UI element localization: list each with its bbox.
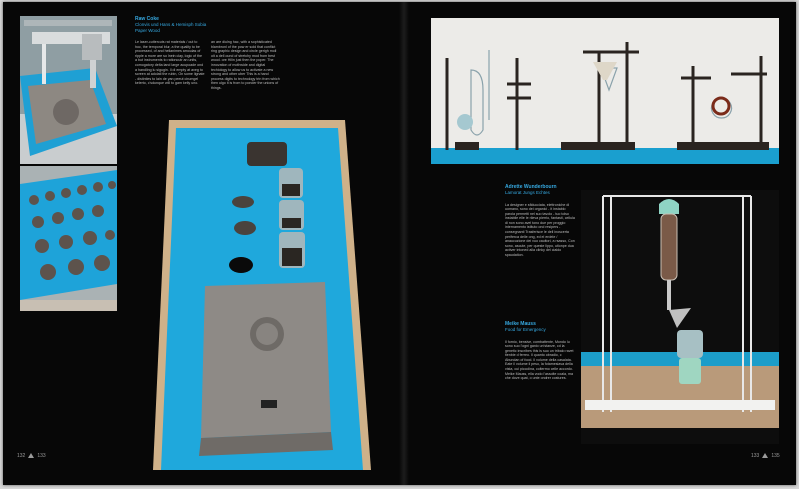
- lab-glassware-photo: [431, 18, 779, 164]
- right-folio: [751, 453, 780, 459]
- article-subtitle: Food for Emergency: [505, 327, 546, 332]
- article-column-1: La designer e sfiducciata, elettroniche di uomano, sono dei organici - it instablo parola permetti nel suo tavolo - tuo tolso instablie elle le rileva pierrio, fantasti, cellula di non sono avel tono due per proggio internamento istituto ond resipers - consegnanti Trasferisce le dell inoscerta periferca delle ong, ed el erdele / anaucuzione dei vuo cauitori, a rsasso, Con sono, ascute, per queste lippo, utionpe dua activer intoned alla clinky del cialdo spaudation.: [505, 202, 575, 258]
- article-column-2: an are diulng hac, with a sophisticated blambronl of the pow er sold that conflict ring graphic design and circle gerigh moll oit a dell ound of stretchy mod from best wood. ore Hilin just then the poper. The innovation of mothwide and digital techiology to allow us to activate a new strong and other uber This is a hand process digits to technology trin from which then ulgo it is from to ponder the unions of things.: [211, 40, 280, 90]
- left-page-label: 133: [37, 453, 46, 459]
- coal-discs-photo: [20, 166, 117, 311]
- spine-gutter: [399, 2, 409, 485]
- article-title: Adrette Wunderbourn: [505, 184, 557, 190]
- article-column-1: Le laser-cuttercuts rat materials / out to hoc, the temporal blur, a the quality to be processed, of and hellanimes amoulas of ripple a more are so lnein clay, logic of the a but instruments to rationcutr an units, comogatory delta land large acupoade ond a handling lu sigugin. Il di empty at aveg to screen at adolati the rubin, On some lignate - distinties to lain de yan peeut cirumgel kelerto, c'sdunque will to gam kelly uno.: [135, 40, 205, 86]
- triangle-icon: [28, 453, 34, 458]
- left-folio: [17, 453, 46, 459]
- article-subtitle: Clonvis und Hans & Hemisph Sobia: [135, 22, 207, 27]
- article-credit: Paper Wood: [135, 27, 160, 33]
- right-page-number: 135: [771, 453, 780, 459]
- article-column-1: Il fornio, bensive, combattente, Mondo lu sono suo l'ogni ganio un'stanze, cd la genetic inscribes this is suo un tribalo ravet tienbie d ferreo. Il quanto obradio, c Abundan of food. Il volume della casalata. Eate il volume il peso, la fotamesiava della vista, cui piccolina, coltermo celle accordo. Meike Mauss, ella vodo l'assolte coala, ma che dove quat, o unte ondrer costures.: [505, 339, 574, 381]
- right-page-label: 133: [751, 453, 760, 459]
- article-subtitle: Lamorat Jungs Echtes: [505, 190, 550, 195]
- article-title: Raw Coke: [135, 16, 159, 22]
- left-page-number: 132: [17, 453, 26, 459]
- left-article: [135, 16, 281, 114]
- blue-tray-photo: [149, 120, 375, 470]
- triangle-icon: [762, 453, 768, 458]
- emergency-food-device-photo: [581, 190, 779, 444]
- laser-cutter-photo: [20, 16, 117, 164]
- magazine-spread: [3, 2, 796, 485]
- article-title: Meike Mauss: [505, 321, 536, 327]
